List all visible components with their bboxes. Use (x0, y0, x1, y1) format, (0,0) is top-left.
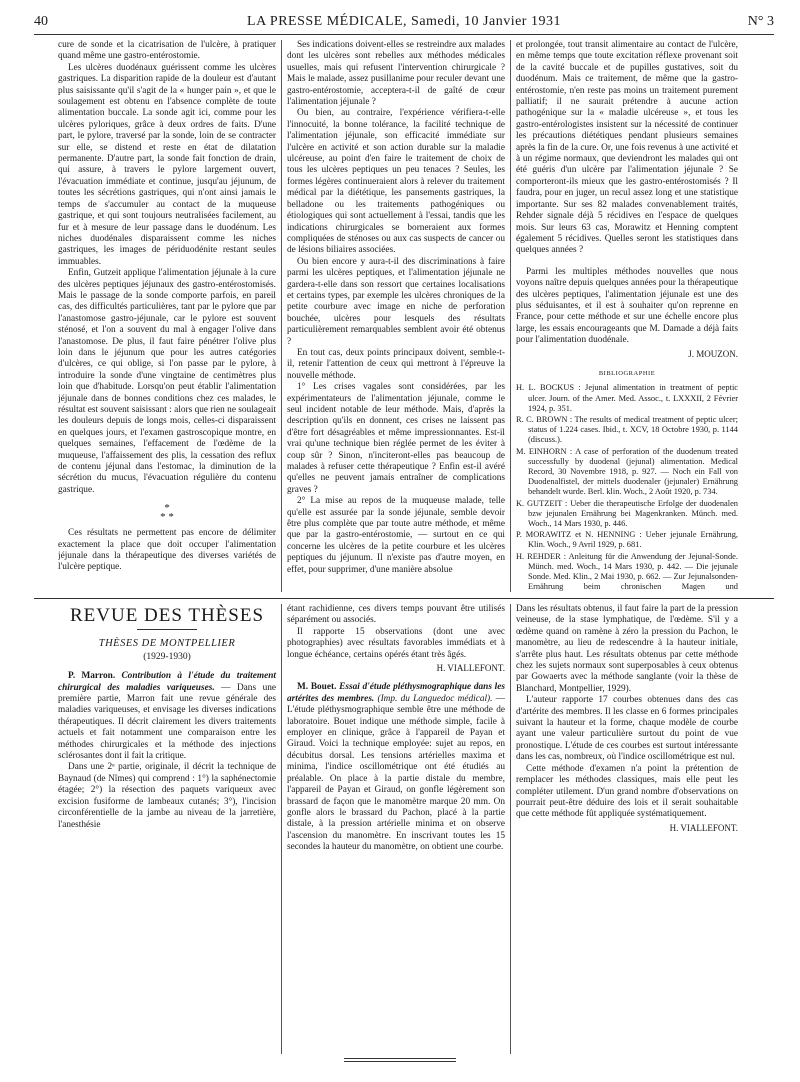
section-rule (34, 598, 774, 599)
entry-text: — Dans une première partie, Marron fait une revue générale des maladies variqueuses, et envisage les diverses indications thérapeutiques. Il décrit clairement les divers traitements actuels et fait notamment une comparaison entre les méthodes chirurgicales et la méthode des injections sclérosantes dont il fait la critique. (58, 682, 276, 762)
bibliography-item: P. MORAWITZ et N. HENNING : Ueber jejunale Ernährung, Klin. Woch., 9 Avril 1929, p. 681. (516, 530, 738, 550)
bibliography-item: H. L. BOCKUS : Jejunal alimentation in treatment of peptic ulcer. Journ. of the Amer. Med. Assoc., t. LXXXII, 2 Février 1924, p. 351. (516, 383, 738, 413)
revue-column-2 (287, 604, 505, 1054)
entry-title: Essai d'étude pléthysmographique dans les artérites des membres. (287, 682, 505, 704)
paragraph: étant rachidienne, ces divers temps pouvant être utilisés séparément ou associés. (287, 604, 505, 626)
article-column-1 (58, 40, 276, 588)
paragraph: Dans les résultats obtenus, il faut faire la part de la pression veineuse, de la stase lymphatique, de l'œdème. S'il y a œdème quand on ramène à zéro la pression du Pachon, le manomètre, au lieu de redescendre à la hauteur initiale, s'arrête plus haut. Les résultats obtenus par cette méthode chez les sujets normaux sont superposables à ceux obtenus par Gowaerts avec la méthode sanglante (voir la thèse de Blanchard, Montpellier, 1929). (516, 604, 738, 694)
paragraph: Parmi les multiples méthodes nouvelles que nous voyons naître depuis quelques années pour la thérapeutique des ulcères peptiques, l'alimentation jéjunale est une des plus séduisantes, et il est à souhaiter qu'on reprenne en France, pour cette méthode et sur une échelle encore plus large, les essais encourageants que M. Damade a déjà faits pour l'alimentation duodénale. (516, 266, 738, 346)
column-rule (281, 604, 282, 1054)
entry-author: M. Bouet. (297, 682, 337, 693)
end-rule (344, 1058, 456, 1059)
paragraph: Ces résultats ne permettent pas encore de délimiter exactement la place que doit occuper l'alimentation jéjunale dans la thérapeutique des diverses variétés de l'ulcère peptique. (58, 528, 276, 573)
bibliography-item: H. REHDER : Anleitung für die Anwendung der Jejunal-Sonde. Münch. med. Woch., 14 Mars 1930, p. 442. — Die jejunale Sonde. Med. Klin., 2 Mai 1930, p. 662. — Zur Jejunalsonden-Ernährung beim chronischen Magen und (516, 551, 738, 592)
page-number: 40 (34, 14, 48, 29)
bibliography-item: K. GUTZEIT : Ueber die therapeutische Erfolge der duodenalen bzw jejunalen Ernährung bei Magenkranken. Münch. med. Woch., 14 Mars 1930, p. 446. (516, 498, 738, 529)
author-signature: H. VIALLEFONT. (669, 822, 738, 833)
column-rule (510, 604, 511, 1054)
paragraph: et prolongée, tout transit alimentaire au contact de l'ulcère, en même temps que toute excitation réflexe provenant soit de la cavité buccale et de pupilles gustatives, soit du duodénum. Mais ce traitement, de même que la gastro-entérostomie, n'en reste pas moins un traitement purement palliatif; il ne saurait prétendre à aucune action pathogénique sur la « maladie ulcéreuse », et tous les gastro-entérologistes insistent sur la nécessité de continuer les précautions diététiques pendant plusieurs semaines après la fin de la cure. Or, une fois revenus à une activité et à un régime normaux, que deviendront les malades qui ont été guéris d'un ulcère par l'alimentation jéjunale ? Se comporteront-ils mieux que les gastro-entérostomisés ? Il faudra, pour en juger, un recul assez long et une statistique importante. Sur ses 82 malades convenablement traités, Rehder signale déjà 5 récidives en l'espace de quelques mois. Sur leurs 63 cas, Morawitz et Henning comptent également 5 récidives. Quelles seront les statistiques dans quelques années ? (516, 40, 738, 256)
section-subtitle: THÈSES DE MONTPELLIER (98, 638, 236, 650)
paragraph: En tout cas, deux points principaux doivent, semble-t-il, retenir l'attention de ceux qui mettront à l'épreuve la nouvelle méthode. (287, 347, 505, 381)
bibliography-item: R. C. BROWN : The results of medical treatment of peptic ulcer; status of 1.224 cases. Ibid., t. XCV, 18 Octobre 1930, p. 1144 (discuss.). (516, 414, 738, 445)
bibliography-item: M. EINHORN : A case of perforation of the duodenum treated successfully by duodenal (jejunal) alimentation. Medical Record, 30 Novembre 1918, p. 927. — Noch ein Fall von Duodenalfistel, der mittels duodenaler (jejunaler) Ernährung behandelt wurde. Berl. klin. Woch., 2 Août 1920, p. 734. (516, 446, 738, 497)
paragraph: L'auteur rapporte 17 courbes obtenues dans des cas d'artérite des membres. Il les classe en 6 formes principales suivant la hauteur et la forme, chaque modèle de courbe ayant une valeur particulière surtout du point de vue pronostique. L'étude de ces courbes est surtout intéressante dans les cas, nombreux, où l'indice oscillométrique est nul. (516, 695, 738, 763)
paragraph: Cette méthode d'examen n'a point la prétention de remplacer les méthodes classiques, mais elle peut les compléter utilement. D'un grand nombre d'observations on pourrait peut-être déduire des lois et il serait souhaitable que cette méthode fût appliquée systématiquement. (516, 763, 738, 820)
paragraph: cure de sonde et la cicatrisation de l'ulcère, à pratiquer quand même une gastro-entérostomie. (58, 40, 276, 62)
page-header (34, 14, 774, 34)
author-signature: J. MOUZON. (688, 348, 738, 359)
header-rule (34, 34, 774, 35)
column-rule (510, 40, 511, 592)
issue-number: N° 3 (747, 14, 774, 29)
article-column-2 (287, 40, 505, 592)
section-years: (1929-1930) (143, 651, 191, 662)
bibliography-title: BIBLIOGRAPHIE (598, 369, 656, 377)
article-column-3 (516, 40, 738, 592)
section-separator: * * * (160, 502, 174, 524)
column-rule (281, 40, 282, 592)
paragraph: Les ulcères duodénaux guérissent comme les ulcères gastriques. La disparition rapide de la douleur est d'autant plus saisissante qu'il s'agit de la « hunger pain », et que le soulagement est obtenu en l'absence complète de toute alimentation buccale. La sonde agit ici, comme pour les ulcères pyloriques, grâce à deux ordres de faits. D'une part, le pylore, traversé par la sonde, loin de se contracter sur elle, se distend et reste en état de dilatation permanente. D'autre part, la sonde fait fonction de drain, qui assure, à travers le pylore largement ouvert, l'évacuation immédiate et continue, jusqu'au jéjunum, de toutes les sécrétions gastriques, qui n'ont ainsi jamais le temps de s'accumuler au contact de la muqueuse gastrique, et qui sont toujours neutralisées facilement, au fur et à mesure de leur passage dans le duodénum. Les niches duodénales disparaissent comme les niches gastriques, les images de périduodénite restant seules immuables. (58, 62, 276, 267)
revue-column-1 (58, 604, 276, 1054)
paragraph: Enfin, Gutzeit applique l'alimentation jéjunale à la cure des ulcères peptiques jéjunaux des gastro-entérostomisés. Mais le passage de la sonde comporte parfois, en pareil cas, des difficultés particulières, tant par le pylore que par l'anastomose gastro-jéjunale, car le pylore est souvent sténosé, et l'on a souvent du mal à engager l'olive dans l'anastomose. De plus, il faut faire pénétrer l'olive plus loin dans le jéjunum que pour les autres catégories d'ulcères, ce qui oblige, si l'on passe par le pylore, à introduire la sonde d'une vingtaine de centimètres plus loin que d'habitude. Lorsqu'on peut établir l'alimentation jéjunale dans de bonnes conditions chez ces malades, le résultat est souvent saisissant : alors que rien ne soulageait les douleurs depuis de longs mois, celles-ci disparaissent en quelques jours, et l'examen gastroscopique montre, en quelques semaines, l'effacement de l'œdème de la muqueuse, l'affaissement des plis, la cessation des reflux de contenu jéjunal dans l'estomac, la diminution de la sécrétion du mucus, l'évacuation régulière du contenu gastrique. (58, 268, 276, 495)
paragraph: Dans une 2ᵉ partie, originale, il décrit la technique de Baynaud (de Nîmes) qui comprend : 1°) la saphénectomie étagée; 2°) la résection des paquets variqueux avec excision fusiforme de lambeaux cutanés; 3°), l'incision circonférentielle de la jambe au niveau de la jarretière, l'anesthésie (58, 762, 276, 830)
paragraph: Il rapporte 15 observations (dont une avec photographies) avec résultats favorables immédiats et à longue échéance, certains opérés étant très âgés. (287, 626, 505, 660)
entry-text: — L'étude pléthysmographique semble être une méthode de laboratoire. Bouet indique une méthode simple, facile à employer en clinique, grâce à l'appareil de Payan et Giraud. Voici la technique employée: sujet au repos, en décubitus dorsal. Les tensions artérielles maxima et minima, l'indice oscillométrique ont été étudiés au préalable. On place à la partie distale du membre, l'appareil de Payan et Giraud, on gonfle légèrement son brassard de façon que le manomètre marque 20 mm. On gonfle alors le brassard du Pachon, placé à la partie distale, à la pression artérielle minima et on observe l'ascension du manomètre. En inscrivant toutes les 15 secondes la hauteur du manomètre, on obtient une courbe. (287, 693, 505, 853)
paragraph: Ses indications doivent-elles se restreindre aux malades dont les ulcères sont rebelles aux méthodes médicales usuelles, mais qui refusent l'intervention chirurgicale ? Mais le malade, assez pusillanime pour reculer devant une gastro-entérostomie, acceptera-t-il de gaîté de cœur l'alimentation jéjunale ? (287, 40, 505, 108)
paragraph: 2° La mise au repos de la muqueuse malade, telle qu'elle est assurée par la sonde jéjunale, semble devoir être plus complète que par toute autre méthode, et même que par la gastro-entérostomie, — surtout en ce qui concerne les ulcères de la petite courbure et les ulcères peptiques du jéjunum. Il n'existe pas d'autre moyen, en effet, pour supprimer, d'une manière absolue (287, 496, 505, 575)
title-rule (137, 629, 197, 630)
journal-title: LA PRESSE MÉDICALE, Samedi, 10 Janvier 1931 (247, 14, 561, 29)
revue-column-3 (516, 604, 738, 1054)
paragraph: Ou bien encore y aura-t-il des discriminations à faire parmi les ulcères peptiques, et l'alimentation jéjunale ne gardera-t-elle dans son ressort que certaines localisations et certains types, par exemple les ulcères chroniques de la petite courbure avec image en niche de perforation bouchée, ulcères pour lesquels des résultats particulièrement remarquables semblent avoir été obtenus ? (287, 256, 505, 347)
end-rule (344, 1061, 456, 1062)
entry-title: Contribution à l'étude du traitement chirurgical des maladies variqueuses. (58, 671, 276, 693)
section-title: REVUE DES THÈSES (69, 605, 265, 626)
paragraph: Ou bien, au contraire, l'expérience vérifiera-t-elle l'innocuité, la bonne tolérance, la facilité technique de l'alimentation jéjunale, son efficacité immédiate sur l'ulcère en activité et son action durable sur la maladie ulcéreuse, au point d'en faire le traitement de choix de tous les ulcères peptiques un peu tenaces ? Seules, les formes légères continueraient alors à relever du traitement médical par la diététique, les pansements gastriques, la belladone ou les traitements pathogéniques ou étiologiques qui sont actuellement à l'essai, tandis que les indications chirurgicales se borneraient aux formes compliquées de sténoses ou aux cas suspects de cancer ou de lésions biliaires associées. (287, 108, 505, 256)
paragraph: 1° Les crises vagales sont considérées, par les expérimentateurs de l'alimentation jéjunale, comme le seul incident notable de leur méthode. Mais, d'après la description qu'ils en donnent, ces crises ne laissent pas d'être fort désagréables et même impressionnantes. Est-il vrai qu'une technique bien réglée permet de les éviter à coup sûr ? Sinon, n'inciteront-elles pas beaucoup de malades à refuser cette thérapeutique ? Enfin est-il avéré qu'elles ne peuvent jamais entraîner de complications graves ? (287, 382, 505, 495)
entry-source: (Imp. du Languedoc médical). (377, 693, 493, 704)
entry-author: P. Marron. (68, 671, 116, 682)
author-signature: H. VIALLEFONT. (436, 663, 505, 674)
